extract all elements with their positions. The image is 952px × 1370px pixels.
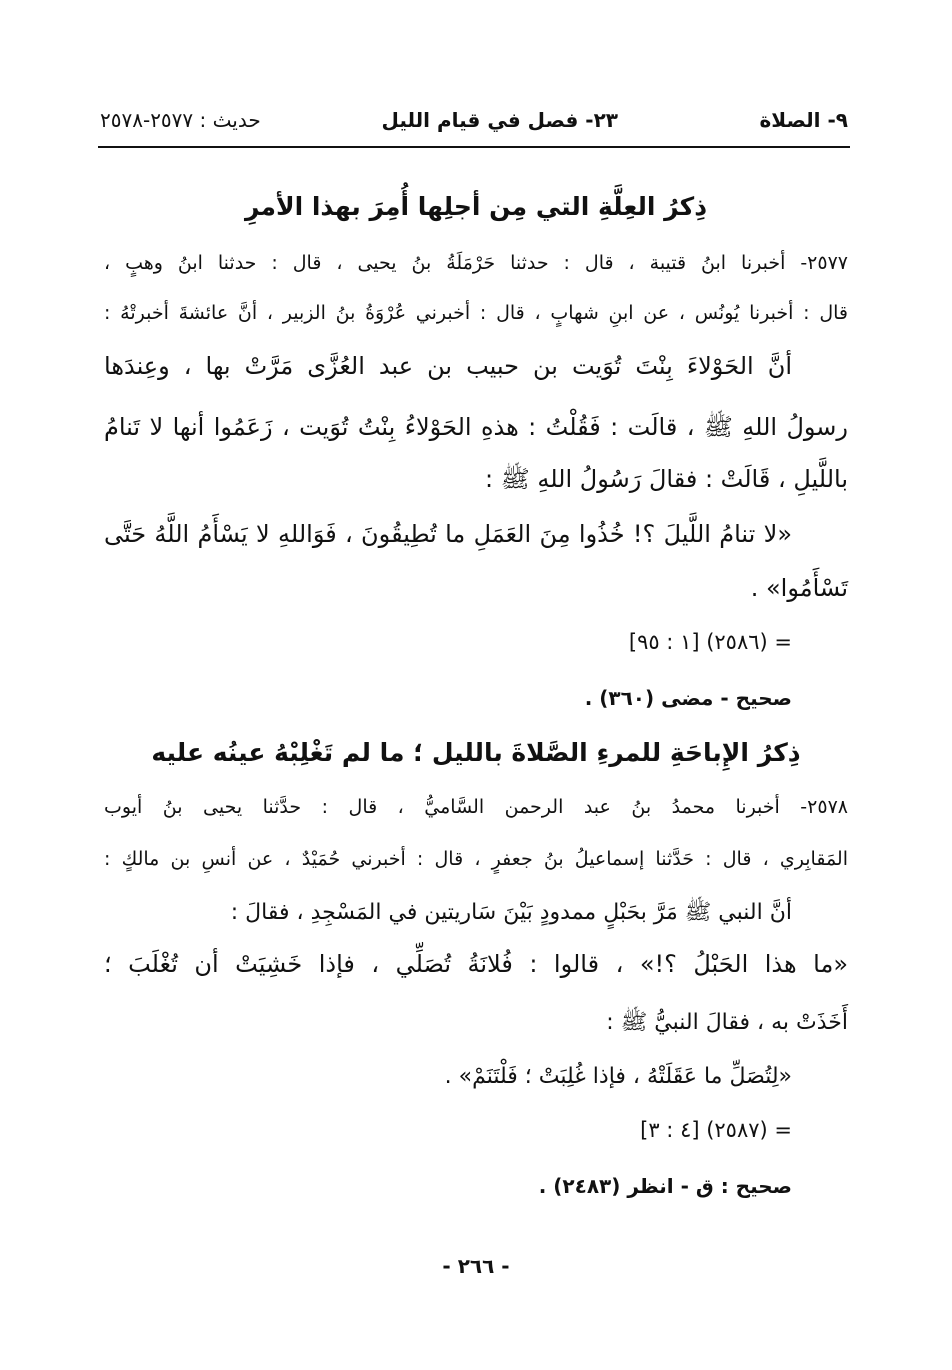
matn-line: «ما هذا الحَبْلُ ؟!» ، قالوا : فُلانَةُ تُصَلِّي ، فإذا خَشِيَتْ أن تُغْلَبَ ؛ [104,950,848,978]
matn-line: أَخَذَتْ به ، فقالَ النبيُّ ﷺ : [606,1010,848,1035]
page-number: - ٢٦٦ - [442,1254,510,1278]
prophetic-quote-line: تَسْأَمُوا» . [750,574,848,602]
matn-line: باللَّيلِ ، قَالَتْ : فقالَ رَسُولُ اللهِ ﷺ : [485,465,848,493]
chapter-heading-2578: ذِكرُ الإِباحَةِ للمرءِ الصَّلاةَ بالليل ؛ ما لم تَغْلِبْهُ عينُه عليه [151,738,801,767]
header-chapter: ٩- الصلاة [759,108,848,132]
hadith-grade: صحيح : ق - انظر (٢٤٨٣) . [538,1174,792,1198]
matn-line: رسولُ اللهِ ﷺ ، قالَت : فَقُلْتُ : هذهِ الحَوْلاءُ بِنْتُ تُوَيت ، زَعَمُوا أنها لا تَنامُ [104,413,848,441]
cross-reference: = (٢٥٨٧) [٤ : ٣] [640,1118,792,1142]
matn-line: أنَّ النبي ﷺ مَرَّ بحَبْلٍ ممدودٍ بَيْنَ سَاريتين في المَسْجِدِ ، فقالَ : [230,900,792,925]
chapter-heading-2577: ذِكرُ العِلَّةِ التي مِن أجلِها أُمِرَ بهذا الأمرِ [244,192,708,221]
cross-reference: = (٢٥٨٦) [١ : ٩٥] [628,630,792,654]
isnad-line: المَقابِري ، قال : حَدَّثنا إسماعيلُ بنُ جعفرٍ ، قال : أخبرني حُمَيْدٌ ، عن أنسِ بن مالكٍ : [104,848,848,870]
prophetic-quote-line: «لِتُصَلِّ ما عَقَلَتْهُ ، فإذا غُلِبَتْ ؛ فَلْتَنَمْ» . [444,1064,792,1089]
header-rule [98,146,850,148]
isnad-line: ٢٥٧٧- أخبرنا ابنُ قتيبة ، قال : حدثنا حَرْمَلَةُ بنُ يحيى ، قال : حدثنا ابنُ وهبٍ ، [104,252,848,274]
header-section: ٢٣- فصل في قيام الليل [381,108,618,132]
isnad-line: قال : أخبرنا يُونُس ، عن ابنِ شهابٍ ، قال : أخبرني عُرْوَةُ بنُ الزبير ، أنَّ عائشةَ أخبرتْهُ : [104,302,848,324]
hadith-grade: صحيح - مضى (٣٦٠) . [584,686,792,710]
header-hadith-range: حديث : ٢٥٧٧-٢٥٧٨ [100,108,261,132]
prophetic-quote-line: «لا تنامُ اللَّيلَ ؟! خُذُوا مِنَ العَمَلِ ما تُطِيقُونَ ، فَوَاللهِ لا يَسْأَمُ اللَّهُ حَتَّى [104,520,792,548]
matn-line: أنَّ الحَوْلاءَ بِنْتَ تُوَيت بن حبيب بن عبد العُزَّى مَرَّتْ بها ، وعِندَها [104,352,792,380]
isnad-line: ٢٥٧٨- أخبرنا محمدُ بنُ عبد الرحمن السَّاميُّ ، قال : حدَّثنا يحيى بنُ أيوب [104,796,848,818]
running-header [100,108,848,142]
